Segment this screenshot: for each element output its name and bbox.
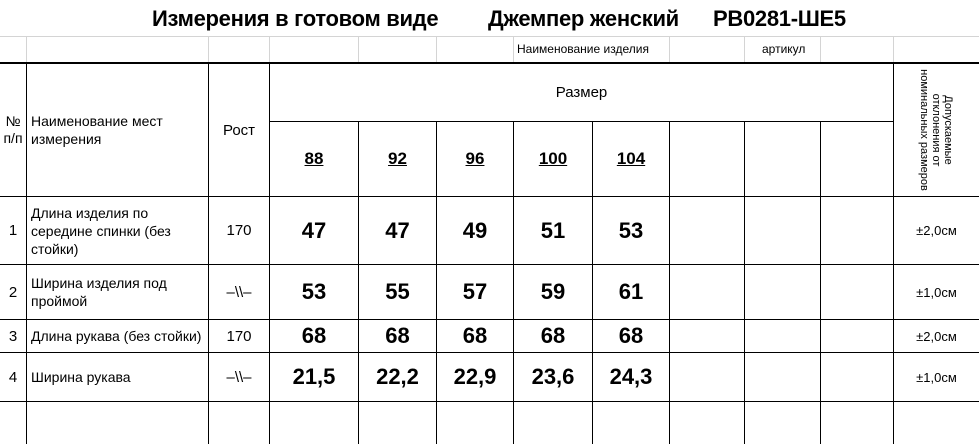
row-1-height: 170 [226, 222, 252, 239]
row-4-tolerance: ±1,0см [916, 369, 957, 385]
title-product: Джемпер женский [488, 6, 679, 31]
row-3-name: Длина рукава (без стойки) [31, 328, 202, 344]
row-2-value-92: 55 [385, 279, 410, 304]
grid-line [26, 36, 27, 62]
size-100: 100 [538, 149, 568, 168]
row-2-value-96: 57 [462, 279, 488, 304]
row-3-value-96: 68 [462, 323, 488, 348]
header-height: Рост [222, 121, 256, 139]
grid-line [0, 36, 979, 37]
header-measurement-place: Наименование мест измерения [31, 113, 163, 147]
product-name-label: Наименование изделия [517, 42, 649, 56]
row-4-name: Ширина рукава [31, 369, 131, 385]
row-4-number: 4 [8, 368, 18, 386]
header-tolerance [894, 64, 978, 196]
row-3-value-100: 68 [540, 323, 566, 348]
row-4-value-104: 24,3 [609, 364, 653, 389]
row-2-value-100: 59 [540, 279, 566, 304]
row-4-value-88: 21,5 [292, 364, 336, 389]
row-3-value-104: 68 [618, 323, 644, 348]
row-divider [0, 401, 979, 402]
grid-line [513, 36, 514, 62]
column-divider [669, 121, 670, 444]
column-divider [744, 121, 745, 444]
row-3-tolerance: ±2,0см [916, 328, 957, 344]
grid-line [208, 36, 209, 62]
row-4-value-96: 22,9 [453, 364, 497, 389]
title-article-code: РВ0281-ШЕ5 [713, 6, 846, 31]
grid-line [893, 36, 894, 62]
row-1-number: 1 [8, 222, 18, 239]
column-divider [820, 121, 821, 444]
row-2-value-104: 61 [618, 279, 644, 304]
article-label: артикул [762, 42, 806, 56]
title-measurements: Измерения в готовом виде [152, 6, 439, 31]
grid-line [436, 36, 437, 62]
row-3-height: 170 [226, 327, 252, 345]
row-2-height: –\\– [226, 283, 252, 301]
row-4-value-100: 23,6 [531, 364, 575, 389]
size-92: 92 [388, 149, 407, 168]
row-3-value-92: 68 [385, 323, 410, 348]
row-1-tolerance: ±2,0см [916, 223, 957, 238]
document-title [0, 0, 979, 36]
row-3-number: 3 [8, 327, 18, 345]
row-2-value-88: 53 [301, 279, 327, 304]
row-1-value-104: 53 [618, 217, 644, 243]
grid-line [820, 36, 821, 62]
grid-line [744, 36, 745, 62]
row-4-height: –\\– [226, 368, 252, 386]
row-3-value-88: 68 [301, 323, 327, 348]
row-1-value-88: 47 [301, 217, 327, 243]
row-1-name: Длина изделия по середине спинки (без стойки) [31, 204, 171, 257]
row-1-value-96: 49 [462, 217, 488, 243]
row-2-number: 2 [8, 283, 18, 301]
header-number: № п/п [3, 113, 23, 146]
grid-line [269, 36, 270, 62]
header-size: Размер [555, 84, 608, 101]
size-88: 88 [304, 149, 324, 168]
grid-line [669, 36, 670, 62]
size-104: 104 [616, 149, 646, 168]
row-2-tolerance: ±1,0см [916, 284, 957, 300]
row-1-value-100: 51 [540, 217, 566, 243]
row-4-value-92: 22,2 [376, 364, 419, 389]
row-1-value-92: 47 [385, 217, 410, 243]
grid-line [358, 36, 359, 62]
row-2-name: Ширина изделия под проймой [31, 275, 167, 309]
header-tolerance-text: Допускаемые отклонения от номинальных размеров [918, 69, 954, 191]
size-96: 96 [465, 149, 485, 168]
